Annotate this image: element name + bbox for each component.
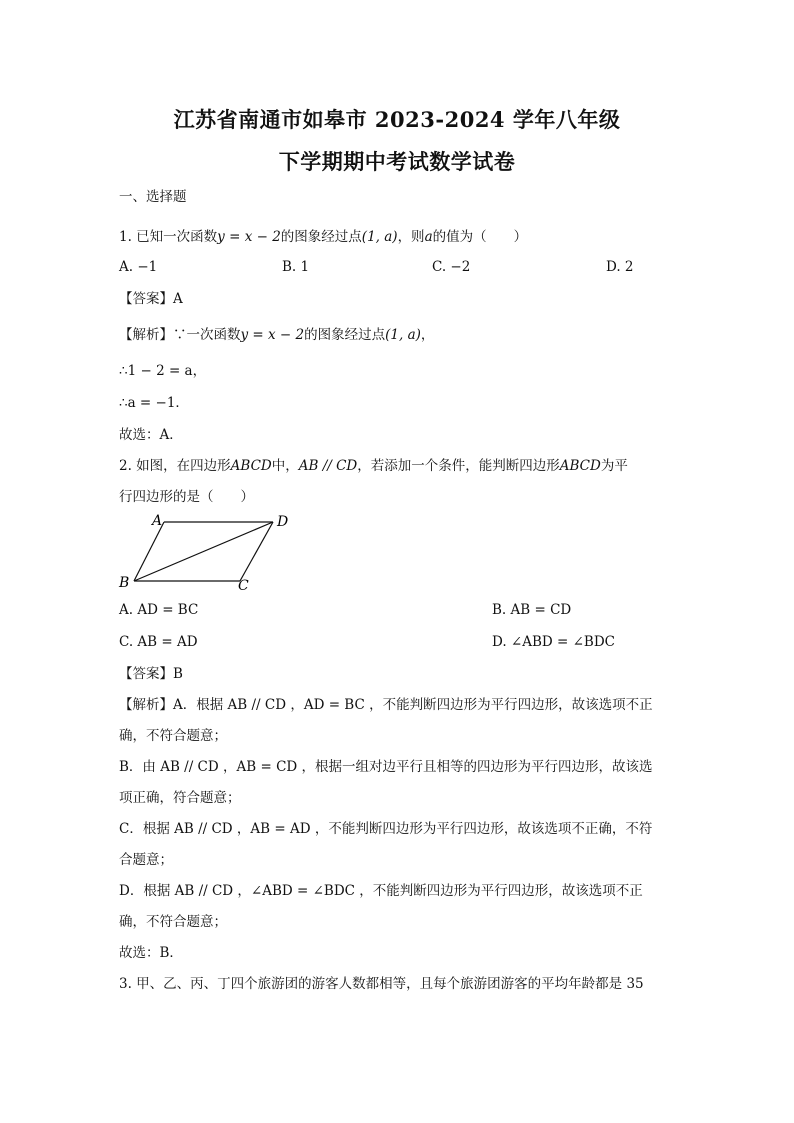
q1-step-2: ∴a = −1． <box>119 395 189 411</box>
q1-analysis-point: (1, a) <box>385 327 421 343</box>
q2-quad: ABCD <box>230 458 272 474</box>
q2-analysis-line: 合题意； <box>119 852 173 868</box>
q1-answer: 【答案】A <box>119 291 183 307</box>
q3-stem: 3. 甲、乙、丙、丁四个旅游团的游客人数都相等，且每个旅游团游客的平均年龄都是 35 <box>119 976 644 992</box>
q2-analysis-line: 【解析】A．根据 AB // CD ，AD = BC ，不能判断四边形为平行四边形，故该选项不正 <box>119 697 653 713</box>
q1-func: y = x − 2 <box>217 229 281 245</box>
q1-step-1: ∴1 − 2 = a， <box>119 363 207 379</box>
q2-conclusion: 故选：B． <box>119 945 183 961</box>
section-heading: 一、选择题 <box>119 189 187 205</box>
segment-ab <box>134 522 164 581</box>
q1-analysis <box>119 326 434 344</box>
q1-option-d: D. 2 <box>606 259 634 275</box>
label-c: C <box>238 578 249 592</box>
q1-point: (1, a) <box>361 229 398 245</box>
q2-quad-2: ABCD <box>559 458 601 474</box>
label-b: B <box>119 575 130 591</box>
q2-option-c: C. AB = AD <box>119 634 198 650</box>
q1-stem-b: 的图象经过点 <box>280 229 362 245</box>
q2-stem-d: 为平 <box>600 458 628 474</box>
q2-stem-c: ，若添加一个条件，能判断四边形 <box>357 458 560 474</box>
q2-analysis-line: 确，不符合题意； <box>119 728 227 744</box>
parallelogram-figure <box>116 512 296 592</box>
q2-stem-line-2: 行四边形的是（ ） <box>119 489 254 505</box>
q2-option-d: D. ∠ABD = ∠BDC <box>492 634 616 650</box>
q1-var: a <box>424 229 433 245</box>
q2-analysis-line: D．根据 AB // CD ，∠ABD = ∠BDC ，不能判断四边形为平行四边形，故该选项不正 <box>119 883 643 899</box>
label-d: D <box>277 514 289 530</box>
q2-analysis-line: C．根据 AB // CD ，AB = AD ，不能判断四边形为平行四边形，故该选项不正确，不符 <box>119 821 653 837</box>
q1-stem-d: 的值为（ ） <box>432 229 528 245</box>
q1-stem-a: 1. 已知一次函数 <box>119 229 218 245</box>
q2-option-a: A. AD = BC <box>119 602 199 618</box>
label-a: A <box>152 513 163 529</box>
q1-stem-c: ，则 <box>397 229 425 245</box>
title-line-2: 下学期期中考试数学试卷 <box>278 149 516 174</box>
q2-cond: AB // CD <box>298 458 358 474</box>
diagonal-bd <box>134 522 273 581</box>
q2-option-b: B. AB = CD <box>492 602 572 618</box>
q2-stem-b: 中， <box>271 458 299 474</box>
q1-stem <box>119 228 527 246</box>
q1-analysis-func: y = x − 2 <box>240 327 305 343</box>
q1-conclusion: 故选：A． <box>119 427 183 443</box>
q2-stem <box>119 457 628 475</box>
q1-option-a: A. −1 <box>119 259 158 275</box>
q1-analysis-c: ， <box>420 327 435 343</box>
q2-analysis-line: B．由 AB // CD ，AB = CD ，根据一组对边平行且相等的四边形为平行四边形，故该选 <box>119 759 653 775</box>
q2-stem-a: 2. 如图，在四边形 <box>119 458 231 474</box>
q1-analysis-b: 的图象经过点 <box>304 327 386 343</box>
q2-answer: 【答案】B <box>119 666 183 682</box>
q2-analysis-line: 项正确，符合题意； <box>119 790 241 806</box>
title-line-1: 江苏省南通市如皋市 2023-2024 学年八年级 <box>173 107 621 132</box>
q1-option-c: C. −2 <box>432 259 471 275</box>
q2-analysis-line: 确，不符合题意； <box>119 914 227 930</box>
segment-dc <box>240 522 273 581</box>
q1-analysis-a: 【解析】∵一次函数 <box>119 327 241 343</box>
q1-option-b: B. 1 <box>282 259 310 275</box>
